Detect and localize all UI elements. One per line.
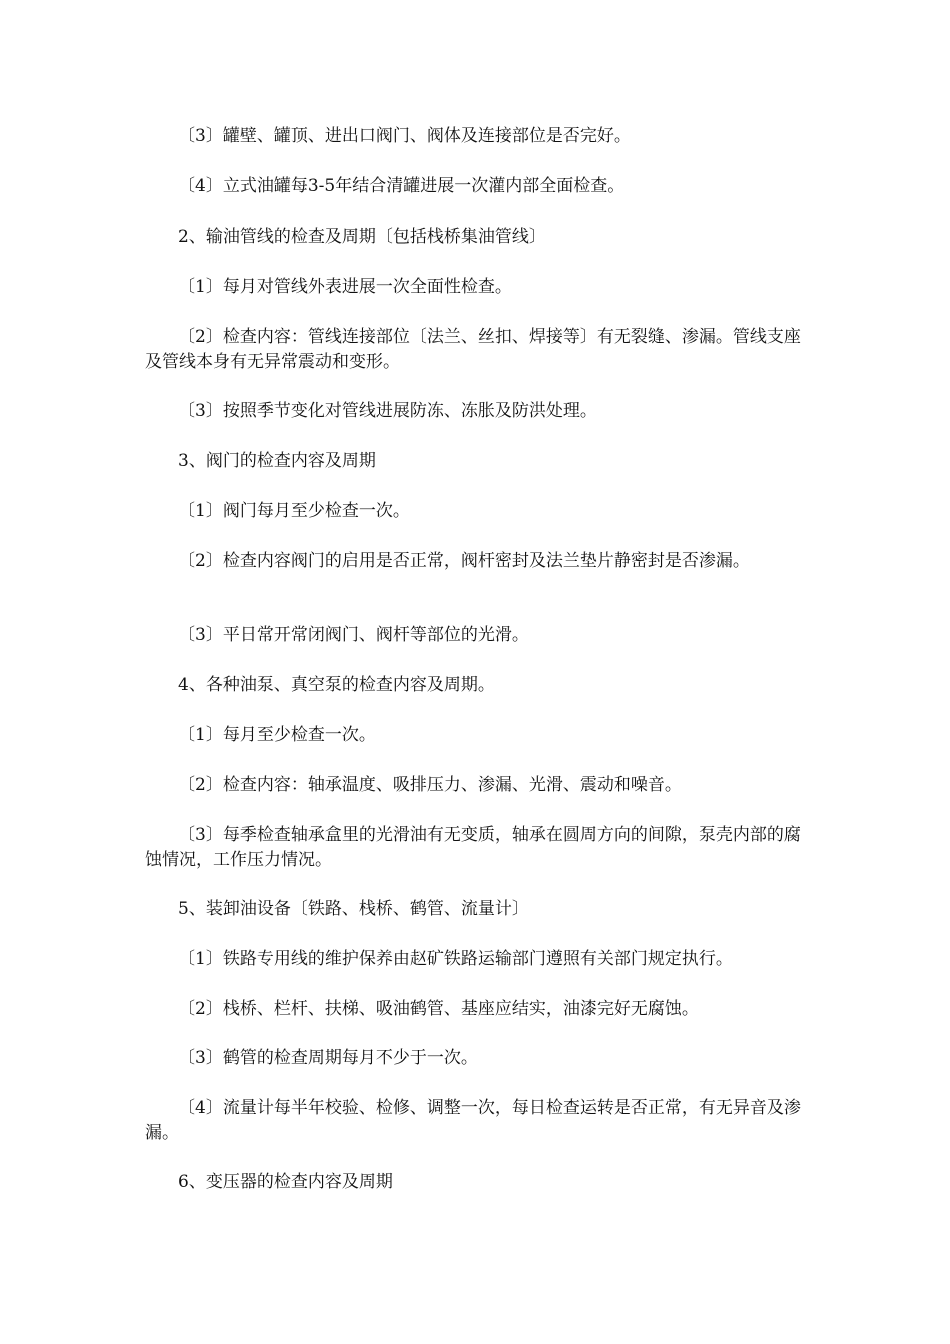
paragraph: 〔2〕检查内容：轴承温度、吸排压力、渗漏、光滑、震动和噪音。 (178, 775, 682, 795)
section-heading: 2、输油管线的检查及周期〔包括栈桥集油管线〕 (178, 227, 546, 247)
paragraph: 〔2〕栈桥、栏杆、扶梯、吸油鹤管、基座应结实，油漆完好无腐蚀。 (178, 999, 699, 1019)
paragraph: 〔4〕立式油罐每3-5年结合清罐进展一次灌内部全面检查。 (178, 176, 625, 196)
paragraph: 〔1〕铁路专用线的维护保养由赵矿铁路运输部门遵照有关部门规定执行。 (178, 949, 733, 969)
paragraph: 〔3〕按照季节变化对管线进展防冻、冻胀及防洪处理。 (178, 401, 597, 421)
paragraph: 〔2〕检查内容阀门的启用是否正常，阀杆密封及法兰垫片静密封是否渗漏。 (178, 551, 750, 571)
section-heading: 4、各种油泵、真空泵的检查内容及周期。 (178, 675, 495, 695)
paragraph: 〔2〕检查内容：管线连接部位〔法兰、丝扣、焊接等〕有无裂缝、渗漏。管线支座及管线本身有无异常震动和变形。 (145, 327, 801, 372)
paragraph: 〔1〕每月至少检查一次。 (178, 725, 376, 745)
paragraph: 〔3〕平日常开常闭阀门、阀杆等部位的光滑。 (178, 625, 529, 645)
section-heading: 3、阀门的检查内容及周期 (178, 451, 376, 471)
paragraph: 〔4〕流量计每半年校验、检修、调整一次，每日检查运转是否正常，有无异音及渗漏。 (145, 1098, 801, 1143)
section-heading: 6、变压器的检查内容及周期 (178, 1172, 393, 1192)
paragraph: 〔3〕罐壁、罐顶、进出口阀门、阀体及连接部位是否完好。 (178, 126, 631, 146)
paragraph: 〔3〕鹤管的检查周期每月不少于一次。 (178, 1048, 478, 1068)
paragraph: 〔3〕每季检查轴承盒里的光滑油有无变质，轴承在圆周方向的间隙，泵壳内部的腐蚀情况，工作压力情况。 (145, 825, 801, 870)
paragraph: 〔1〕阀门每月至少检查一次。 (178, 501, 410, 521)
paragraph: 〔1〕每月对管线外表进展一次全面性检查。 (178, 277, 512, 297)
section-heading: 5、装卸油设备〔铁路、栈桥、鹤管、流量计〕 (178, 899, 529, 919)
